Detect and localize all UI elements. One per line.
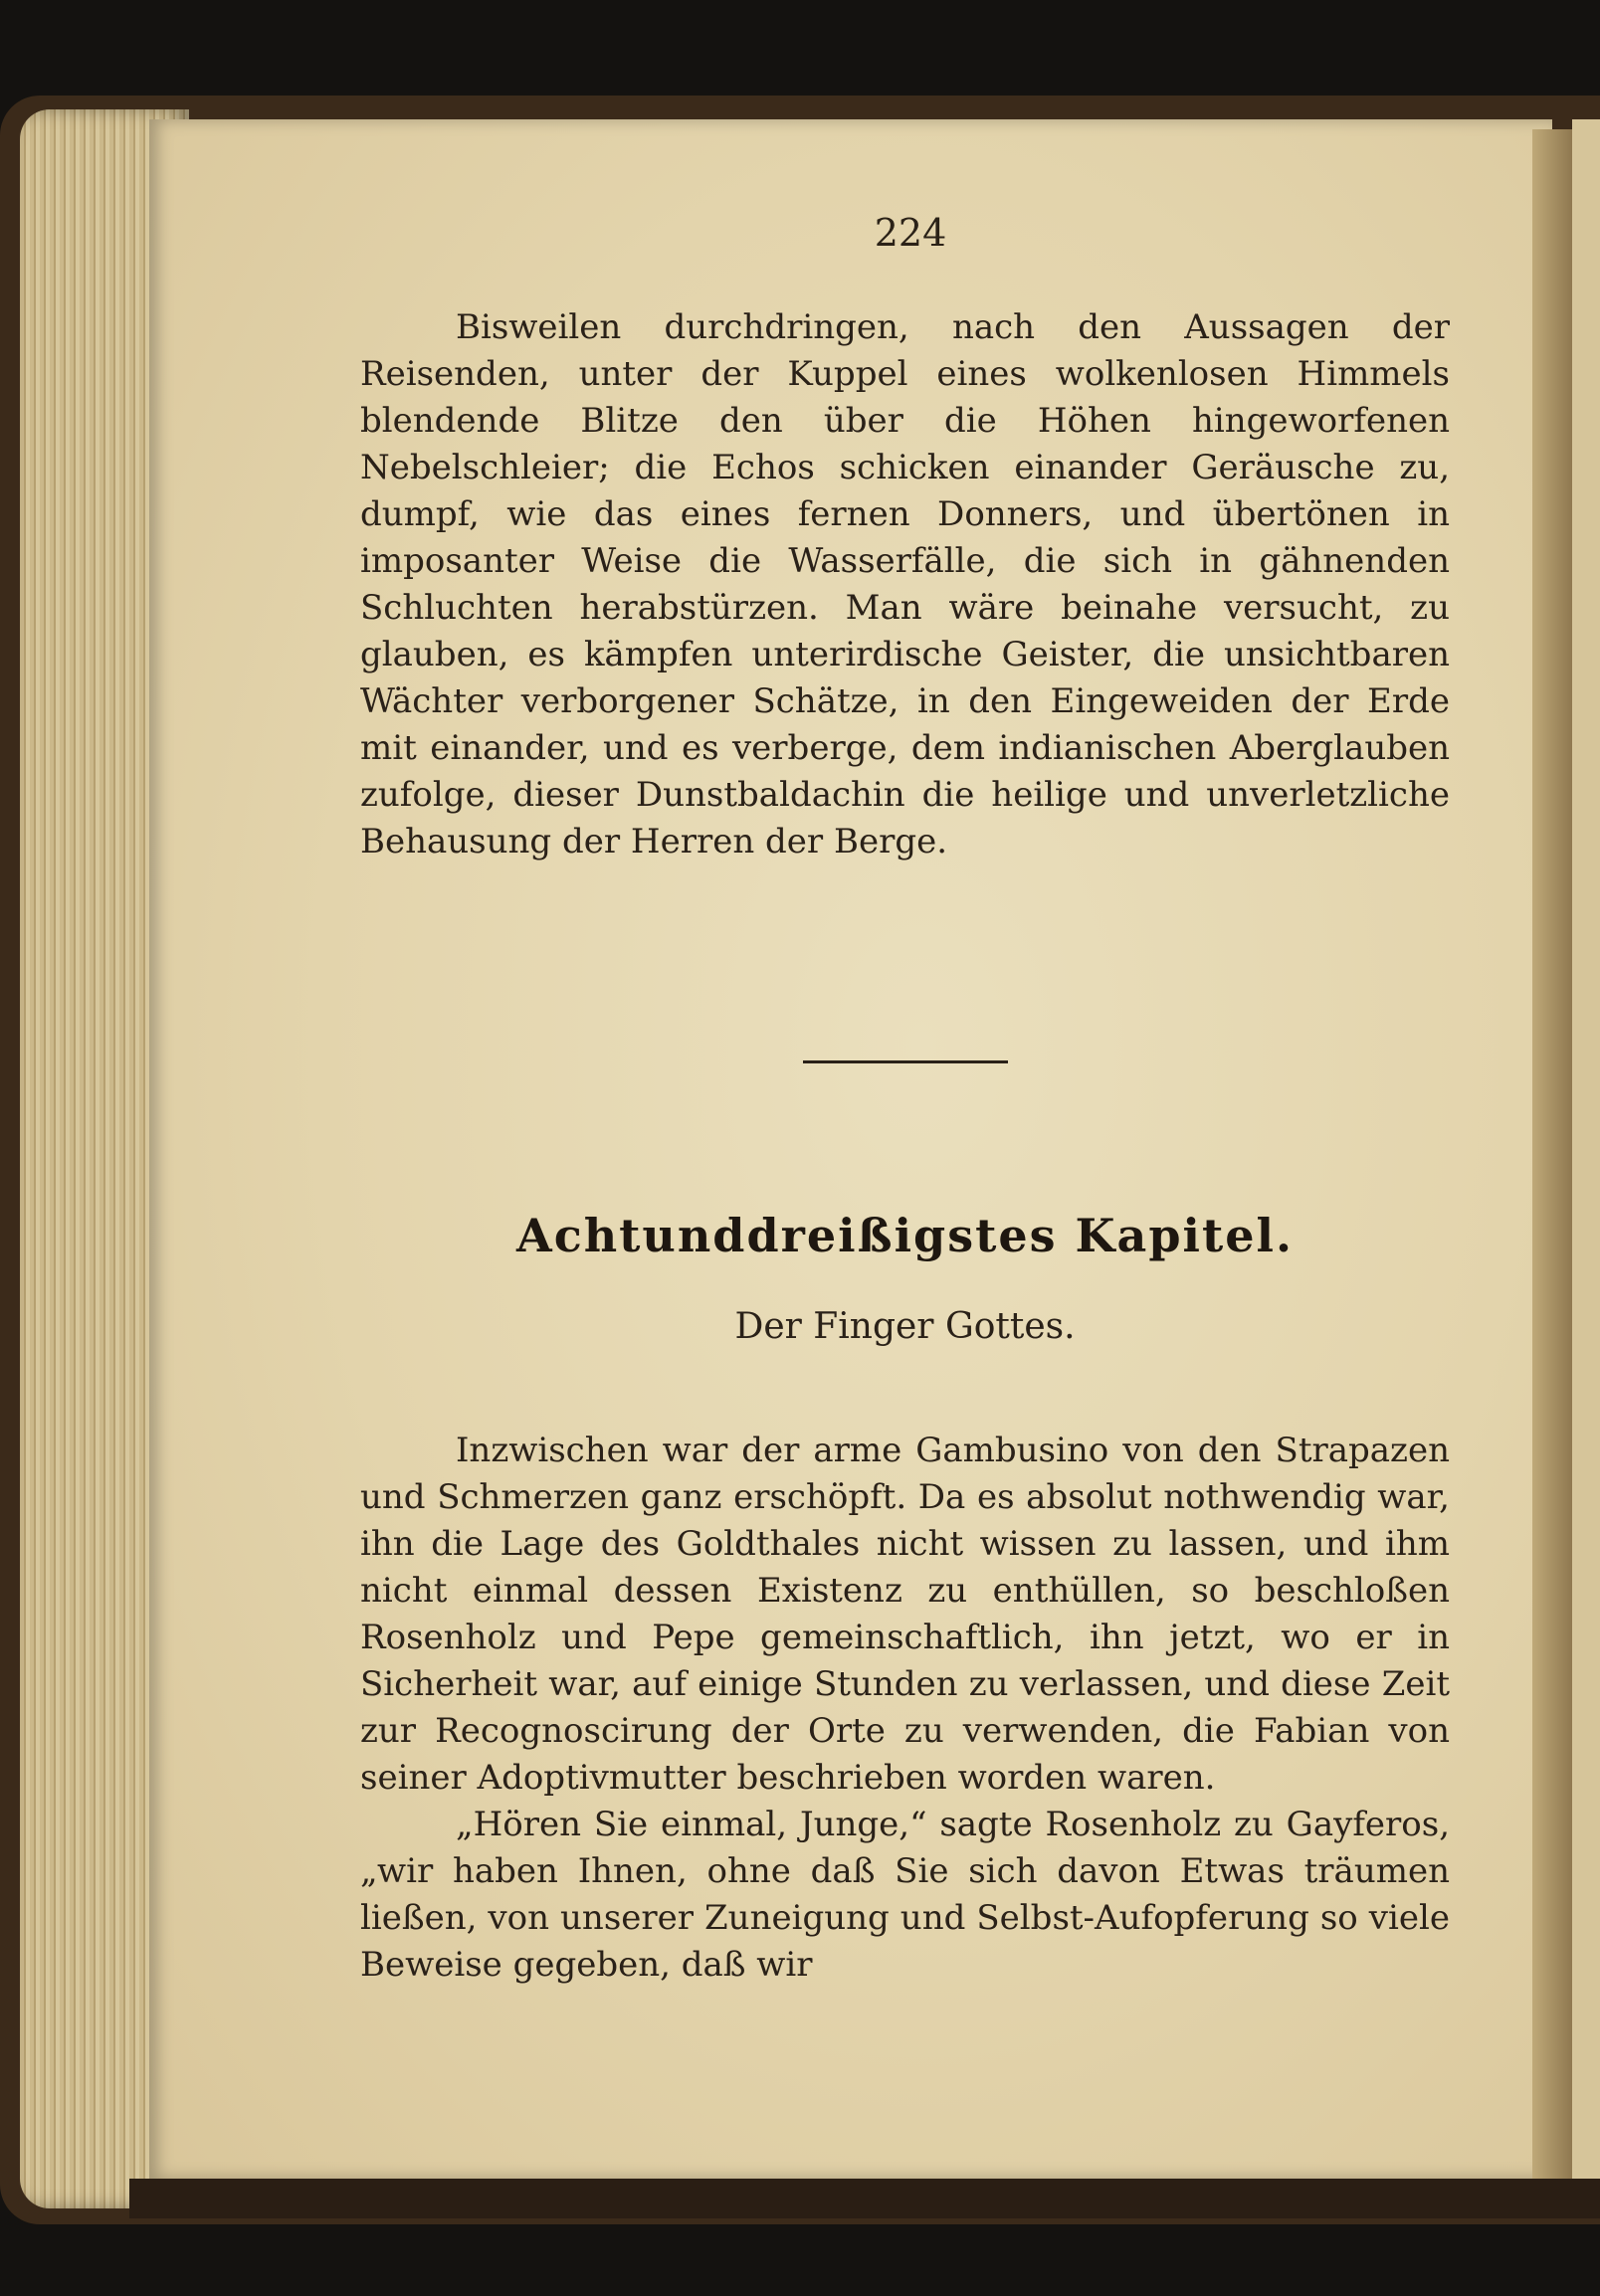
chapter-subtitle: Der Finger Gottes. (734, 1306, 1076, 1347)
paragraph-2: Inzwischen war der arme Gambusino von den Strapazen und Schmerzen ganz erschöpft. Da es absolut nothwendig war, ihn die Lage des Goldthales nicht wissen zu lassen, und ihm nicht einmal dessen Existenz zu enthüllen, so beschloßen Rosenholz und Pepe gemeinschaftlich, ihn jetzt, wo er in Sicherheit war, auf einige Stunden zu verlassen, und diese Zeit zur Recognoscirung der Orte zu verwenden, die Fabian von seiner Adoptivmutter beschrieben worden waren. (360, 1431, 1450, 1798)
bottom-binding (129, 2179, 1600, 2218)
next-page-edge (1572, 119, 1600, 2179)
chapter-title: Achtunddreißigstes Kapitel. (516, 1209, 1294, 1262)
gutter (1532, 129, 1572, 2179)
paragraph-1: Bisweilen durchdringen, nach den Aussagen der Reisenden, unter der Kuppel eines wolkenlosen Himmels blendende Blitze den über die Höhen hingeworfenen Nebelschleier; die Echos schicken einander Geräusche zu, dumpf, wie das eines fernen Donners, und übertönen in imposanter Weise die Wasserfälle, die sich in gähnenden Schluchten herabstürzen. Man wäre beinahe versucht, zu glauben, es kämpfen unterirdische Geister, die unsichtbaren Wächter verborgener Schätze, in den Eingeweiden der Erde mit einander, und es verberge, dem indianischen Aberglauben zufolge, dieser Dunstbaldachin die heilige und unverletzliche Behausung der Herren der Berge. (360, 307, 1450, 861)
paragraph-3: „Hören Sie einmal, Junge,“ sagte Rosenholz zu Gayferos, „wir haben Ihnen, ohne daß Sie sich davon Etwas träumen ließen, von unserer Zuneigung und Selbst-Aufopferung so viele Beweise gegeben, daß wir (360, 1805, 1450, 1985)
section-divider (803, 1060, 1008, 1063)
page-number: 224 (874, 211, 947, 255)
paragraph-1-block (360, 304, 1450, 865)
paragraph-2-block (360, 1428, 1450, 1989)
